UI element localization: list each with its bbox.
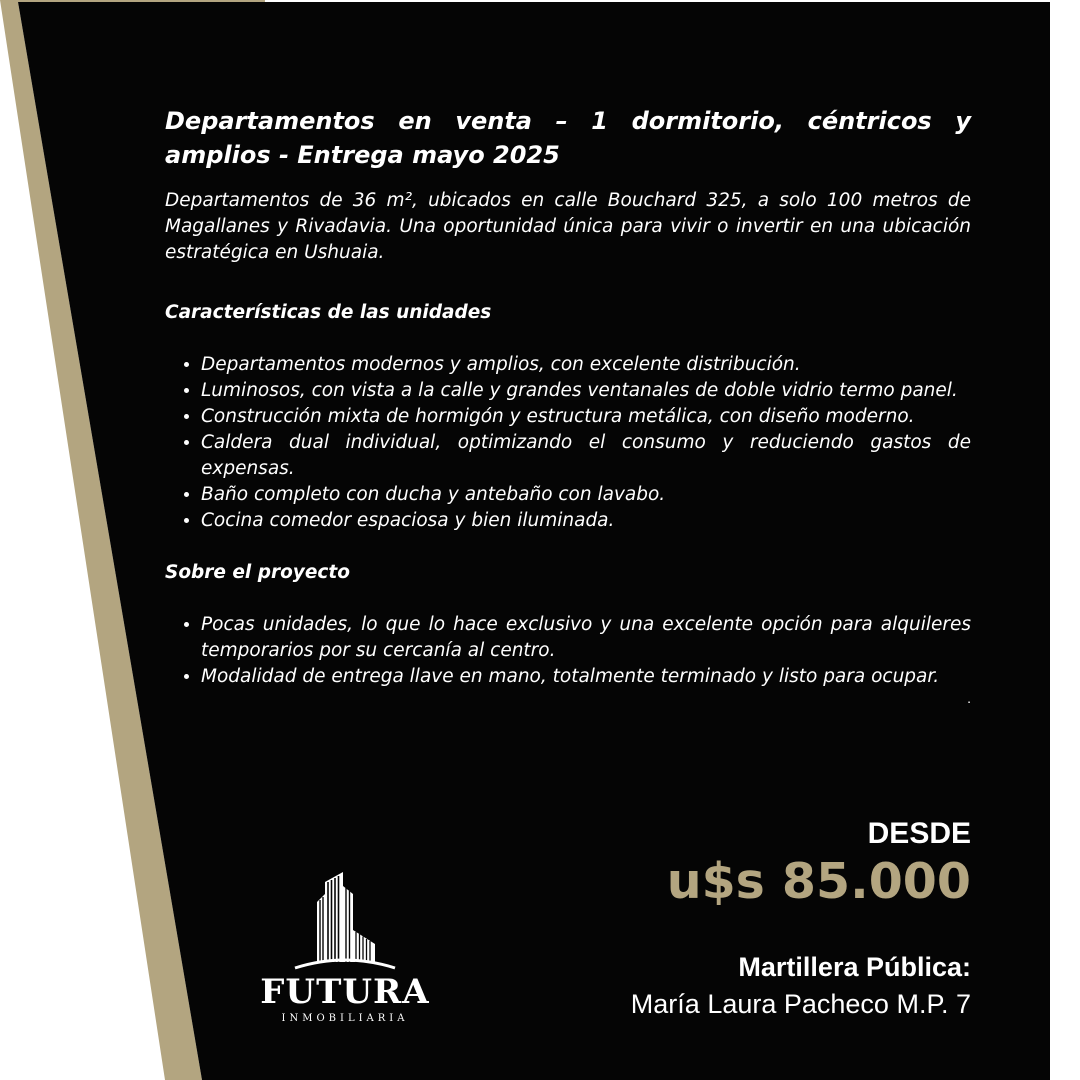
listing-title: Departamentos en venta – 1 dormitorio, céntricos y amplios - Entrega mayo 2025 <box>165 107 971 169</box>
agent-name: María Laura Pacheco M.P. 7 <box>630 989 971 1019</box>
list-item: • Cocina comedor espaciosa y bien iluminada. <box>201 508 971 534</box>
trailing-dot: . <box>967 690 971 706</box>
price-block <box>631 816 971 1022</box>
brand-subtitle: INMOBILIARIA <box>281 1013 409 1024</box>
agent-label: Martillera Pública: <box>738 952 971 982</box>
list-item: • Luminosos, con vista a la calle y grandes ventanales de doble vidrio termo panel. <box>201 378 971 404</box>
brand-logo <box>255 868 435 1028</box>
project-heading: Sobre el proyecto <box>165 562 350 583</box>
list-item: • Modalidad de entrega llave en mano, totalmente terminado y listo para ocupar. <box>201 664 971 690</box>
price-value: u$s 85.000 <box>666 853 971 910</box>
list-item: • Construcción mixta de hormigón y estructura metálica, con diseño moderno. <box>201 404 971 430</box>
list-item: • Departamentos modernos y amplios, con excelente distribución. <box>201 352 971 378</box>
features-heading: Características de las unidades <box>165 302 492 323</box>
project-list <box>165 612 971 690</box>
list-item: • Caldera dual individual, optimizando el consumo y reduciendo gastos de expensas. <box>201 430 971 482</box>
list-item: • Baño completo con ducha y antebaño con lavabo. <box>201 482 971 508</box>
listing-intro: Departamentos de 36 m², ubicados en calle Bouchard 325, a solo 100 metros de Magallanes y Rivadavia. Una oportunidad única para vivir o invertir en una ubicación estratégica en Ushuaia. <box>165 190 971 263</box>
price-label: DESDE <box>867 817 971 850</box>
brand-name: FUTURA <box>260 972 430 1012</box>
listing-content <box>165 104 971 706</box>
building-icon <box>293 868 397 972</box>
list-item: • Pocas unidades, lo que lo hace exclusivo y una excelente opción para alquileres temporarios por su cercanía al centro. <box>201 612 971 664</box>
features-list <box>165 352 971 534</box>
